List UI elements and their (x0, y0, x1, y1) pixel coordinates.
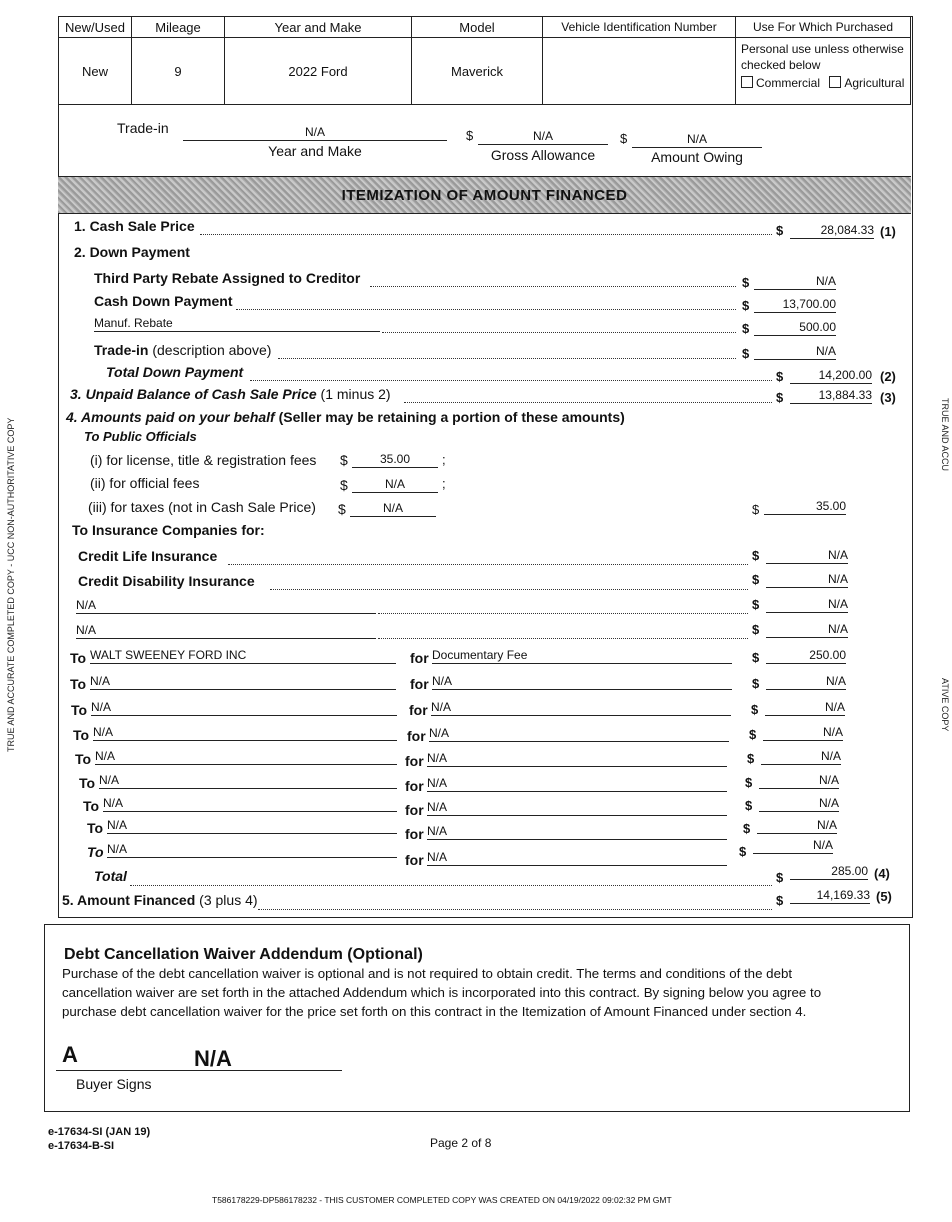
payee-amount: N/A (763, 725, 843, 741)
payee-row (73, 725, 873, 747)
dollar-sign: $ (743, 821, 751, 836)
trade-in-bold: Trade-in (94, 342, 149, 358)
cash-down-value: 13,700.00 (754, 297, 836, 313)
to-label: To (70, 676, 87, 692)
header-mileage: Mileage (132, 17, 225, 38)
purpose-text: Personal use unless otherwise checked below (741, 42, 904, 72)
dollar-sign: $ (739, 844, 747, 859)
third-party-rebate-label: Third Party Rebate Assigned to Creditor (94, 270, 361, 286)
buyer-initial: A (62, 1042, 78, 1067)
payee-row (83, 796, 883, 818)
debt-waiver-text-1: Purchase of the debt cancellation waiver is optional and is not required to obtain credit. The terms and conditions of the debt (62, 966, 793, 981)
for-label: for (405, 852, 424, 868)
semicolon: ; (442, 452, 446, 467)
header-new-used: New/Used (59, 17, 132, 38)
header-use: Use For Which Purchased (736, 17, 911, 38)
dot-leader (258, 897, 772, 910)
payee-for: N/A (429, 726, 729, 742)
amount-financed-row (62, 892, 258, 908)
itemization-banner (58, 176, 911, 214)
commercial-label: Commercial (756, 76, 821, 90)
to-label: To (70, 650, 87, 666)
amounts-paid-row (66, 409, 625, 425)
copy-note: T586178229-DP586178232 - THIS CUSTOMER COMPLETED COPY WAS CREATED ON 04/19/2022 09:02:32 PM GMT (212, 1195, 672, 1205)
to-label: To (71, 702, 88, 718)
cash-sale-label: 1. Cash Sale Price (74, 218, 195, 234)
payee-to: N/A (103, 796, 397, 812)
fee-taxes-label: (iii) for taxes (not in Cash Sale Price) (88, 499, 316, 515)
dollar-sign: $ (747, 751, 755, 766)
payee-to: N/A (107, 818, 397, 834)
manuf-rebate-label: Manuf. Rebate (94, 316, 380, 332)
form-id-1: e-17634-SI (JAN 19) (48, 1126, 151, 1138)
credit-life-label: Credit Life Insurance (78, 548, 218, 564)
insurance-other-label: N/A (76, 623, 376, 639)
total-ref: (4) (874, 866, 890, 881)
dollar-sign: $ (745, 775, 753, 790)
total-value: 285.00 (790, 864, 868, 880)
fee-official-label: (ii) for official fees (90, 475, 200, 491)
dot-leader (382, 320, 736, 333)
amount-owing-caption: Amount Owing (651, 149, 743, 165)
fee-taxes-value: N/A (350, 501, 436, 517)
unpaid-balance-label: 3. Unpaid Balance of Cash Sale Price (70, 386, 317, 402)
dot-leader (378, 601, 748, 614)
mileage-value: 9 (132, 38, 225, 105)
left-margin-text: TRUE AND ACCURATE COMPLETED COPY - UCC NON-AUTHORITATIVE COPY (6, 417, 16, 752)
dot-leader (278, 346, 736, 359)
gross-dollar-sign: $ (466, 128, 474, 143)
credit-disability-label: Credit Disability Insurance (78, 573, 255, 589)
dot-leader (370, 274, 736, 287)
fee-license-label: (i) for license, title & registration fees (90, 452, 317, 468)
fee-official-value: N/A (352, 477, 438, 493)
payee-amount: N/A (759, 796, 839, 812)
unpaid-balance-row (70, 386, 391, 402)
credit-disability-value: N/A (766, 572, 848, 588)
dollar-sign: $ (776, 870, 784, 885)
trade-in-label: Trade-in (117, 120, 169, 136)
right-margin-text-bottom: ATIVE COPY (940, 678, 950, 732)
payee-amount: 250.00 (766, 648, 846, 664)
payee-to: N/A (90, 674, 396, 690)
for-label: for (405, 802, 424, 818)
public-officials-total: 35.00 (764, 499, 846, 515)
payee-amount: N/A (761, 749, 841, 765)
cash-sale-ref: (1) (880, 224, 896, 239)
amounts-paid-label: 4. Amounts paid on your behalf (66, 409, 275, 425)
dot-leader (200, 222, 772, 235)
dot-leader (236, 297, 736, 310)
for-label: for (405, 778, 424, 794)
credit-life-value: N/A (766, 548, 848, 564)
signature-line (56, 1070, 342, 1071)
payee-to: WALT SWEENEY FORD INC (90, 648, 396, 664)
to-label: To (83, 798, 100, 814)
dollar-sign: $ (752, 650, 760, 665)
payee-amount: N/A (766, 674, 846, 690)
dollar-sign: $ (776, 223, 784, 238)
payee-row (79, 773, 879, 795)
payee-amount: N/A (759, 773, 839, 789)
public-officials-label: To Public Officials (84, 429, 197, 444)
model-value: Maverick (412, 38, 543, 105)
amount-financed-value: 14,169.33 (790, 888, 870, 904)
dollar-sign: $ (340, 477, 348, 493)
payee-for: Documentary Fee (432, 648, 732, 664)
unpaid-balance-value: 13,884.33 (790, 388, 872, 404)
fee-license-value: 35.00 (352, 452, 438, 468)
trade-in-row-label (94, 342, 271, 358)
payee-amount: N/A (765, 700, 845, 716)
new-used-value: New (59, 38, 132, 105)
form-id-2: e-17634-B-SI (48, 1140, 115, 1152)
to-label: To (87, 820, 104, 836)
payee-to: N/A (95, 749, 397, 765)
insurance-other-label: N/A (76, 598, 376, 614)
dollar-sign: $ (776, 893, 784, 908)
amount-owing-value: N/A (632, 131, 762, 148)
for-label: for (405, 753, 424, 769)
total-down-label: Total Down Payment (106, 364, 244, 380)
down-payment-label: 2. Down Payment (74, 244, 190, 260)
payee-row (70, 674, 870, 696)
debt-waiver-title: Debt Cancellation Waiver Addendum (Optional) (64, 946, 423, 963)
dollar-sign: $ (742, 321, 750, 336)
insurance-label: To Insurance Companies for: (72, 522, 265, 538)
gross-allowance-value: N/A (478, 128, 608, 145)
payee-row (87, 818, 887, 840)
amount-financed-label: 5. Amount Financed (62, 892, 196, 908)
agricultural-label: Agricultural (844, 76, 905, 90)
dot-leader (130, 873, 772, 886)
insurance-other-value: N/A (766, 597, 848, 613)
dot-leader (228, 552, 748, 565)
dollar-sign: $ (742, 346, 750, 361)
payee-for: N/A (427, 850, 727, 866)
dollar-sign: $ (752, 572, 760, 587)
dollar-sign: $ (742, 275, 750, 290)
payee-amount: N/A (753, 838, 833, 854)
payee-for: N/A (431, 700, 731, 716)
dollar-sign: $ (776, 390, 784, 405)
cash-sale-value: 28,084.33 (790, 223, 874, 239)
manuf-rebate-value: 500.00 (754, 320, 836, 336)
debt-waiver-text-3: purchase debt cancellation waiver for the price set forth on this contract in the Itemization of Amount Financed under section 4. (62, 1004, 807, 1019)
dollar-sign: $ (776, 369, 784, 384)
payee-to: N/A (93, 725, 397, 741)
payee-for: N/A (427, 751, 727, 767)
to-label: To (75, 751, 92, 767)
dollar-sign: $ (749, 727, 757, 742)
to-label: To (87, 844, 104, 860)
for-label: for (405, 826, 424, 842)
payee-row (71, 700, 871, 722)
itemization-title: ITEMIZATION OF AMOUNT FINANCED (341, 187, 628, 204)
dollar-sign: $ (745, 798, 753, 813)
dollar-sign: $ (752, 502, 760, 517)
unpaid-balance-suffix: (1 minus 2) (316, 386, 391, 402)
trade-in-rest: (description above) (148, 342, 272, 358)
payee-row (70, 648, 870, 670)
amounts-paid-suffix: (Seller may be retaining a portion of these amounts) (274, 409, 625, 425)
owing-dollar-sign: $ (620, 131, 628, 146)
dot-leader (378, 626, 748, 639)
to-label: To (79, 775, 96, 791)
cash-down-label: Cash Down Payment (94, 293, 233, 309)
gross-allowance-caption: Gross Allowance (490, 147, 596, 163)
payee-to: N/A (91, 700, 397, 716)
semicolon: ; (442, 476, 446, 491)
amount-financed-ref: (5) (876, 889, 892, 904)
trade-in-down-value: N/A (754, 344, 836, 360)
right-margin-text-top: TRUE AND ACCU (940, 398, 950, 472)
dot-leader (270, 577, 748, 590)
header-model: Model (412, 17, 543, 38)
debt-waiver-text-2: cancellation waiver are set forth in the attached Addendum which is incorporated into this contract. By signing below you agree to (62, 985, 822, 1000)
payee-for: N/A (427, 824, 727, 840)
dollar-sign: $ (338, 501, 346, 517)
payee-row (75, 749, 875, 771)
trade-in-year-make-caption: Year and Make (268, 143, 362, 159)
total-down-value: 14,200.00 (790, 368, 872, 384)
payee-for: N/A (432, 674, 732, 690)
third-party-rebate-value: N/A (754, 274, 836, 290)
total-down-ref: (2) (880, 369, 896, 384)
payee-to: N/A (99, 773, 397, 789)
payee-row (87, 838, 887, 868)
payee-to: N/A (107, 842, 397, 858)
dollar-sign: $ (752, 676, 760, 691)
dollar-sign: $ (340, 452, 348, 468)
buyer-signature-value: N/A (194, 1046, 232, 1071)
for-label: for (407, 728, 426, 744)
dot-leader (250, 368, 772, 381)
header-year-make: Year and Make (225, 17, 412, 38)
dollar-sign: $ (752, 597, 760, 612)
for-label: for (410, 676, 429, 692)
dollar-sign: $ (752, 548, 760, 563)
to-label: To (73, 727, 90, 743)
payee-for: N/A (427, 800, 727, 816)
dot-leader (404, 390, 772, 403)
insurance-other-value: N/A (766, 622, 848, 638)
unpaid-balance-ref: (3) (880, 390, 896, 405)
dollar-sign: $ (751, 702, 759, 717)
dollar-sign: $ (742, 298, 750, 313)
header-vin: Vehicle Identification Number (543, 17, 736, 38)
amount-financed-suffix: (3 plus 4) (195, 892, 258, 908)
year-make-value: 2022 Ford (225, 38, 412, 105)
total-label: Total (94, 868, 127, 884)
trade-in-year-make-value: N/A (183, 124, 447, 141)
dollar-sign: $ (752, 622, 760, 637)
payee-for: N/A (427, 776, 727, 792)
page-number: Page 2 of 8 (430, 1136, 492, 1150)
for-label: for (409, 702, 428, 718)
payee-amount: N/A (757, 818, 837, 834)
buyer-signs-caption: Buyer Signs (76, 1076, 152, 1092)
for-label: for (410, 650, 429, 666)
